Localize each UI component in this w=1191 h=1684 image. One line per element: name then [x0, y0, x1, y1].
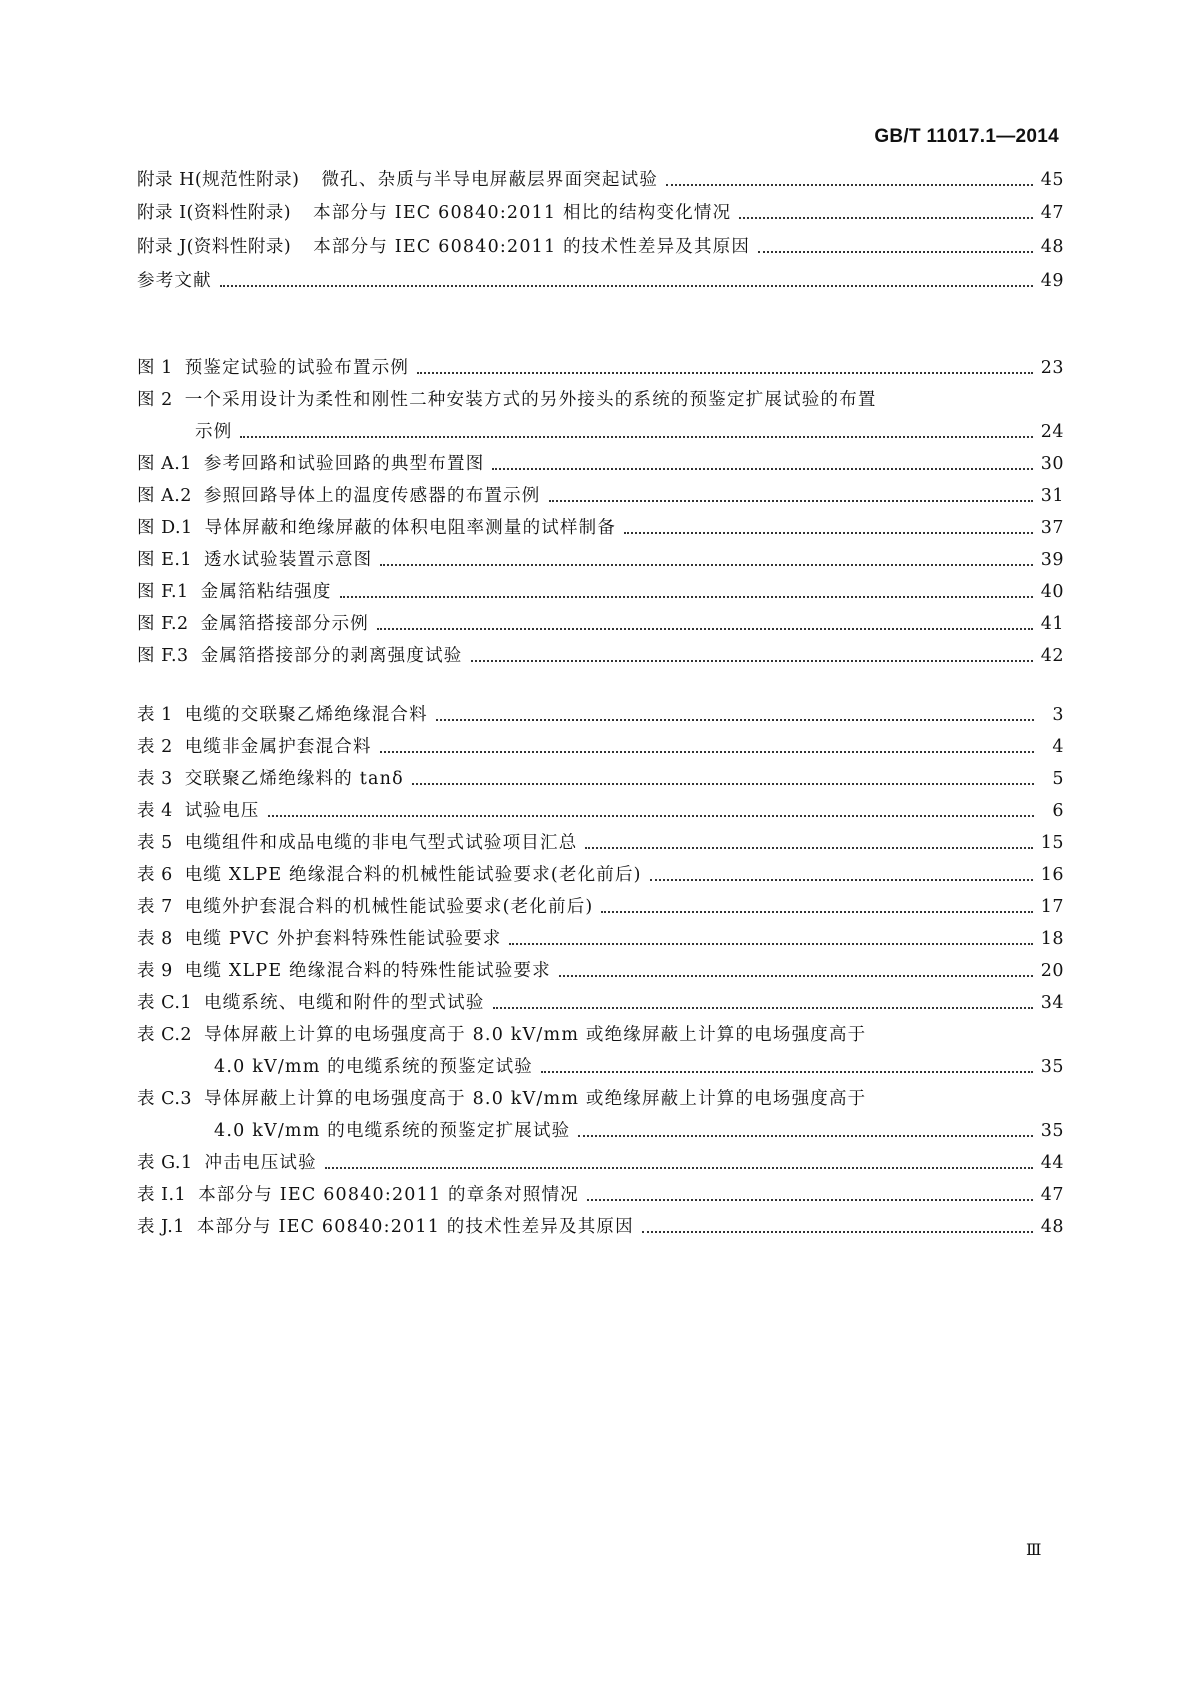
entry-page: 17 — [1040, 897, 1064, 917]
dot-leader — [601, 905, 1032, 913]
dot-leader — [650, 873, 1033, 881]
dot-leader — [220, 279, 1033, 287]
entry-label: 表 I.1 — [137, 1185, 187, 1205]
entry-label: 图 A.2 — [137, 486, 192, 506]
entry-page: 4 — [1052, 737, 1064, 757]
entry-label: 表 1 — [137, 705, 173, 725]
entry-page: 49 — [1040, 271, 1064, 291]
toc-entry-table[interactable] — [137, 705, 1064, 725]
dot-leader — [380, 745, 1034, 753]
toc-entry-table[interactable] — [137, 833, 1064, 853]
entry-label: 图 F.1 — [137, 582, 189, 602]
entry-title: 交联聚乙烯绝缘料的 tanδ — [184, 769, 404, 789]
entry-page: 20 — [1040, 961, 1064, 981]
dot-leader — [739, 211, 1032, 219]
entry-page: 5 — [1052, 769, 1064, 789]
entry-page: 3 — [1052, 705, 1064, 725]
dot-leader — [268, 809, 1034, 817]
entry-page: 48 — [1040, 1217, 1064, 1237]
dot-leader — [666, 178, 1033, 186]
toc-entry-figure[interactable] — [137, 518, 1064, 538]
entry-label: 表 J.1 — [137, 1217, 185, 1237]
entry-title: 电缆 XLPE 绝缘混合料的特殊性能试验要求 — [184, 961, 551, 981]
entry-title: 参考回路和试验回路的典型布置图 — [203, 454, 485, 474]
dot-leader — [758, 245, 1033, 253]
entry-label: 附录 I — [137, 203, 187, 223]
toc-entry-figure[interactable] — [137, 390, 1064, 410]
dot-leader — [417, 366, 1033, 374]
entry-page: 35 — [1040, 1121, 1064, 1141]
entry-title: 电缆组件和成品电缆的非电气型式试验项目汇总 — [184, 833, 578, 853]
entry-title: 本部分与 IEC 60840:2011 的技术性差异及其原因 — [313, 237, 751, 257]
entry-title: 电缆非金属护套混合料 — [184, 737, 372, 757]
toc-entry-figure[interactable] — [137, 550, 1064, 570]
entry-page: 31 — [1040, 486, 1064, 506]
entry-title: 电缆 XLPE 绝缘混合料的机械性能试验要求(老化前后) — [184, 865, 642, 885]
entry-label: 表 9 — [137, 961, 173, 981]
entry-title: 透水试验装置示意图 — [204, 550, 373, 570]
entry-page: 15 — [1040, 833, 1064, 853]
standard-code: GB/T 11017.1—2014 — [874, 126, 1059, 147]
toc-entry-table[interactable] — [137, 1185, 1064, 1205]
entry-page: 47 — [1040, 203, 1064, 223]
entry-label: 表 C.2 — [137, 1025, 193, 1045]
entry-label: 表 2 — [137, 737, 173, 757]
entry-kind: (资料性附录) — [186, 203, 292, 223]
entry-page: 35 — [1040, 1057, 1064, 1077]
toc-entry-figure[interactable] — [137, 486, 1064, 506]
entry-label: 表 C.1 — [137, 993, 193, 1013]
entry-page: 34 — [1040, 993, 1064, 1013]
entry-title: 金属箔粘结强度 — [200, 582, 332, 602]
dot-leader — [624, 526, 1033, 534]
toc-entry-table-continuation[interactable] — [137, 1121, 1064, 1141]
entry-page: 23 — [1040, 358, 1064, 378]
entry-title: 4.0 kV/mm 的电缆系统的预鉴定扩展试验 — [214, 1121, 571, 1141]
entry-title: 4.0 kV/mm 的电缆系统的预鉴定试验 — [214, 1057, 533, 1077]
dot-leader — [509, 937, 1032, 945]
entry-page: 30 — [1040, 454, 1064, 474]
dot-leader — [325, 1161, 1033, 1169]
toc-entry-references[interactable] — [137, 271, 1064, 291]
toc-entry-table[interactable] — [137, 1089, 1064, 1109]
dot-leader — [885, 400, 1034, 406]
entry-title: 电缆的交联聚乙烯绝缘混合料 — [184, 705, 428, 725]
toc-entry-figure-continuation[interactable] — [137, 422, 1064, 442]
dot-leader — [587, 1193, 1033, 1201]
entry-label: 图 1 — [137, 358, 173, 378]
dot-leader — [412, 777, 1034, 785]
toc-entry-table[interactable] — [137, 961, 1064, 981]
toc-entry-appendix-j[interactable] — [137, 237, 1064, 257]
dot-leader — [549, 494, 1033, 502]
toc-entry-figure[interactable] — [137, 454, 1064, 474]
entry-page: 6 — [1052, 801, 1064, 821]
toc-entry-appendix-h[interactable] — [137, 170, 1064, 190]
appendix-toc — [137, 170, 1064, 291]
entry-label: 图 D.1 — [137, 518, 193, 538]
entry-kind: (资料性附录) — [186, 237, 292, 257]
entry-label: 图 F.2 — [137, 614, 189, 634]
entry-label: 附录 H — [137, 170, 195, 190]
toc-entry-table[interactable] — [137, 1153, 1064, 1173]
dot-leader — [240, 430, 1032, 438]
dot-leader — [642, 1225, 1033, 1233]
entry-title: 冲击电压试验 — [204, 1153, 317, 1173]
toc-entry-table[interactable] — [137, 1025, 1064, 1045]
entry-title: 金属箔搭接部分示例 — [200, 614, 369, 634]
page-number: Ⅲ — [1026, 1540, 1042, 1559]
dot-leader — [436, 713, 1034, 721]
entry-label: 图 E.1 — [137, 550, 193, 570]
entry-title: 参考文献 — [137, 271, 212, 291]
entry-title: 一个采用设计为柔性和刚性二种安装方式的另外接头的系统的预鉴定扩展试验的布置 — [184, 390, 877, 410]
entry-label: 表 3 — [137, 769, 173, 789]
dot-leader — [559, 969, 1033, 977]
toc-entry-table[interactable] — [137, 1217, 1064, 1237]
entry-label: 图 2 — [137, 390, 173, 410]
entry-page: 24 — [1040, 422, 1064, 442]
entry-page: 48 — [1040, 237, 1064, 257]
toc-entry-table[interactable] — [137, 769, 1064, 789]
entry-page: 45 — [1040, 170, 1064, 190]
dot-leader — [340, 590, 1033, 598]
toc-entry-table[interactable] — [137, 865, 1064, 885]
entry-title: 电缆外护套混合料的机械性能试验要求(老化前后) — [184, 897, 594, 917]
entry-label: 图 A.1 — [137, 454, 192, 474]
toc-entry-figure[interactable] — [137, 358, 1064, 378]
entry-page: 18 — [1040, 929, 1064, 949]
dot-leader — [492, 462, 1032, 470]
toc-entry-figure[interactable] — [137, 614, 1064, 634]
table-toc — [137, 705, 1064, 1237]
dot-leader — [377, 622, 1033, 630]
dot-leader — [380, 558, 1032, 566]
entry-title: 本部分与 IEC 60840:2011 相比的结构变化情况 — [313, 203, 732, 223]
entry-label: 表 5 — [137, 833, 173, 853]
toc-entry-table[interactable] — [137, 929, 1064, 949]
dot-leader — [541, 1065, 1033, 1073]
entry-page: 40 — [1040, 582, 1064, 602]
entry-title: 预鉴定试验的试验布置示例 — [184, 358, 410, 378]
entry-title: 金属箔搭接部分的剥离强度试验 — [200, 646, 463, 666]
entry-page: 16 — [1040, 865, 1064, 885]
entry-title: 导体屏蔽和绝缘屏蔽的体积电阻率测量的试样制备 — [204, 518, 617, 538]
entry-page: 39 — [1040, 550, 1064, 570]
entry-page: 47 — [1040, 1185, 1064, 1205]
toc-entry-table-continuation[interactable] — [137, 1057, 1064, 1077]
dot-leader — [874, 1099, 1034, 1105]
dot-leader — [874, 1035, 1034, 1041]
entry-title: 电缆 PVC 外护套料特殊性能试验要求 — [184, 929, 502, 949]
entry-label: 表 G.1 — [137, 1153, 193, 1173]
entry-page: 44 — [1040, 1153, 1064, 1173]
entry-title: 本部分与 IEC 60840:2011 的章条对照情况 — [198, 1185, 579, 1205]
entry-label: 表 4 — [137, 801, 173, 821]
toc-entry-figure[interactable] — [137, 582, 1064, 602]
entry-title: 本部分与 IEC 60840:2011 的技术性差异及其原因 — [196, 1217, 634, 1237]
entry-page: 37 — [1040, 518, 1064, 538]
figure-toc — [137, 358, 1064, 666]
dot-leader — [585, 841, 1032, 849]
entry-title: 导体屏蔽上计算的电场强度高于 8.0 kV/mm 或绝缘屏蔽上计算的电场强度高于 — [204, 1025, 867, 1045]
entry-label: 表 6 — [137, 865, 173, 885]
entry-title: 参照回路导体上的温度传感器的布置示例 — [203, 486, 541, 506]
entry-label: 表 C.3 — [137, 1089, 193, 1109]
toc-entry-figure[interactable] — [137, 646, 1064, 666]
toc-entry-appendix-i[interactable] — [137, 203, 1064, 223]
entry-kind: (规范性附录) — [194, 170, 300, 190]
entry-title: 示例 — [195, 422, 233, 442]
entry-title: 微孔、杂质与半导电屏蔽层界面突起试验 — [321, 170, 659, 190]
entry-page: 42 — [1040, 646, 1064, 666]
entry-page: 41 — [1040, 614, 1064, 634]
dot-leader — [493, 1001, 1033, 1009]
toc-entry-table[interactable] — [137, 737, 1064, 757]
entry-label: 图 F.3 — [137, 646, 189, 666]
toc-entry-table[interactable] — [137, 897, 1064, 917]
entry-title: 导体屏蔽上计算的电场强度高于 8.0 kV/mm 或绝缘屏蔽上计算的电场强度高于 — [204, 1089, 867, 1109]
toc-entry-table[interactable] — [137, 801, 1064, 821]
entry-label: 表 7 — [137, 897, 173, 917]
entry-title: 电缆系统、电缆和附件的型式试验 — [204, 993, 485, 1013]
entry-label: 附录 J — [137, 237, 187, 257]
entry-title: 试验电压 — [184, 801, 260, 821]
dot-leader — [578, 1129, 1032, 1137]
toc-entry-table[interactable] — [137, 993, 1064, 1013]
dot-leader — [471, 654, 1033, 662]
entry-label: 表 8 — [137, 929, 173, 949]
